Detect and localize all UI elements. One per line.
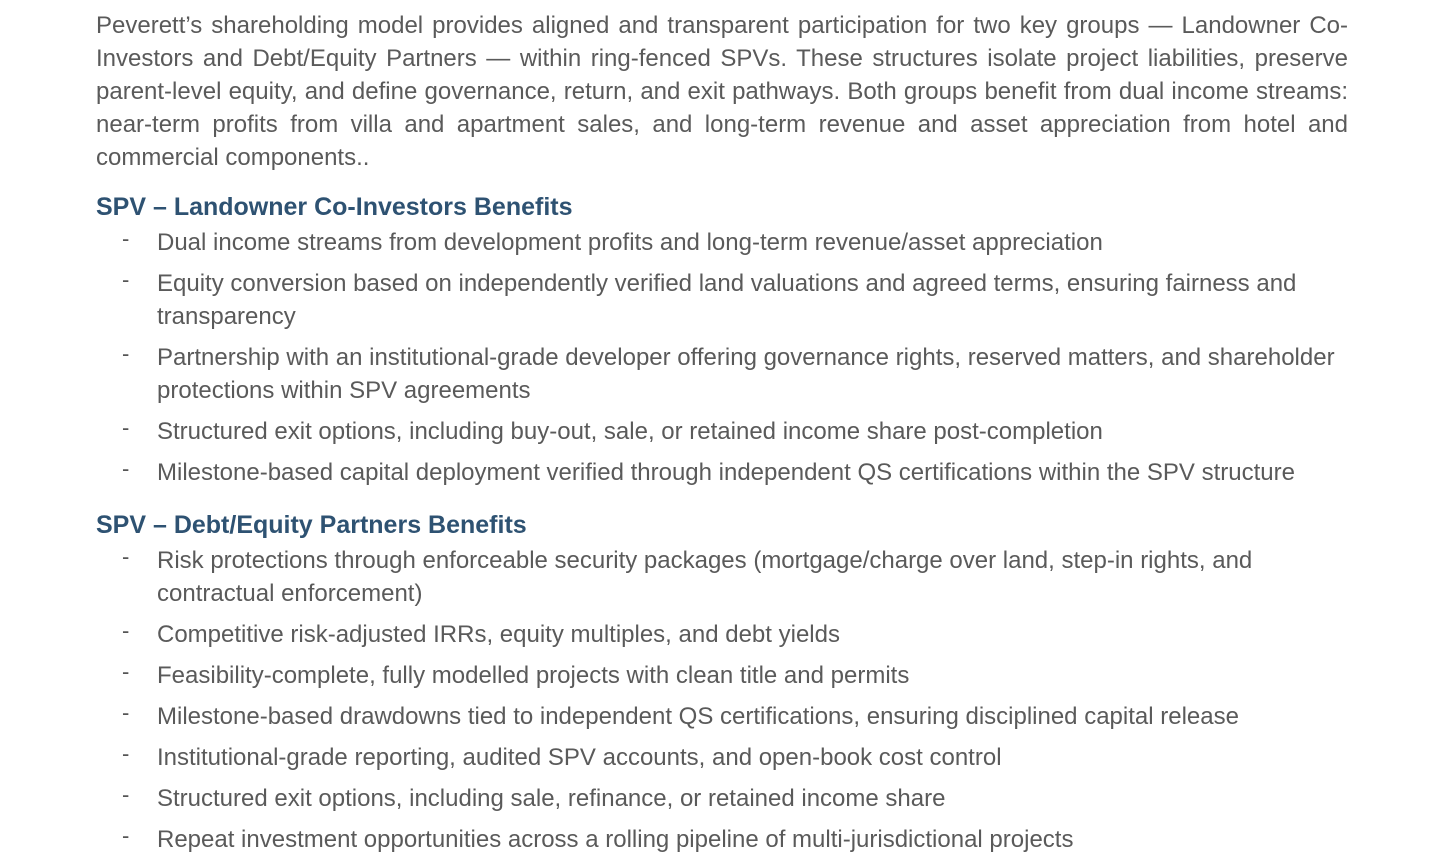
list-item (96, 415, 1348, 448)
list-item (96, 782, 1348, 815)
list-item (96, 341, 1348, 407)
list-item-text: Partnership with an institutional-grade developer offering governance rights, reserved matters, and shareholder protections within SPV agreements (157, 344, 1335, 404)
section-heading-landowner: SPV – Landowner Co-Investors Benefits (96, 193, 573, 221)
list-item (96, 741, 1348, 774)
list-item (96, 456, 1348, 489)
list-item (96, 618, 1348, 651)
dash-bullet: - (122, 700, 130, 725)
landowner-benefits-list (96, 226, 1348, 489)
list-item (96, 659, 1348, 692)
dash-bullet: - (122, 226, 130, 251)
list-item-text: Structured exit options, including sale, refinance, or retained income share (157, 785, 946, 812)
dash-bullet: - (122, 544, 130, 569)
dash-bullet: - (122, 341, 130, 366)
list-item-text: Equity conversion based on independently verified land valuations and agreed terms, ensuring fairness and transparency (157, 270, 1297, 330)
dash-bullet: - (122, 823, 130, 848)
section-heading-debt-equity: SPV – Debt/Equity Partners Benefits (96, 511, 527, 539)
list-item (96, 544, 1348, 610)
dash-bullet: - (122, 741, 130, 766)
dash-bullet: - (122, 618, 130, 643)
list-item-text: Structured exit options, including buy-out, sale, or retained income share post-completion (157, 418, 1103, 445)
list-item-text: Institutional-grade reporting, audited SPV accounts, and open-book cost control (157, 744, 1002, 771)
list-item-text: Feasibility-complete, fully modelled projects with clean title and permits (157, 662, 910, 689)
dash-bullet: - (122, 659, 130, 684)
dash-bullet: - (122, 782, 130, 807)
dash-bullet: - (122, 267, 130, 292)
list-item (96, 267, 1348, 333)
list-item (96, 226, 1348, 259)
list-item-text: Dual income streams from development profits and long-term revenue/asset appreciation (157, 229, 1103, 256)
dash-bullet: - (122, 456, 130, 481)
list-item-text: Milestone-based drawdowns tied to independent QS certifications, ensuring disciplined capital release (157, 703, 1239, 730)
dash-bullet: - (122, 415, 130, 440)
list-item (96, 823, 1348, 856)
list-item-text: Risk protections through enforceable security packages (mortgage/charge over land, step-in rights, and contractual enforcement) (157, 547, 1253, 607)
list-item-text: Milestone-based capital deployment verified through independent QS certifications within the SPV structure (157, 459, 1295, 486)
debt-equity-benefits-list (96, 544, 1348, 856)
list-item-text: Competitive risk-adjusted IRRs, equity multiples, and debt yields (157, 621, 840, 648)
list-item (96, 700, 1348, 733)
list-item-text: Repeat investment opportunities across a rolling pipeline of multi-jurisdictional projects (157, 826, 1074, 853)
intro-paragraph: Peverett’s shareholding model provides aligned and transparent participation for two key groups — Landowner Co-Investors and Debt/Equity Partners — within ring-fenced SPVs. These structures isolate project liabilities, preserve parent-level equity, and define governance, return, and exit pathways. Both groups benefit from dual income streams: near-term profits from villa and apartment sales, and long-term revenue and asset appreciation from hotel and commercial components.. (96, 12, 1348, 171)
